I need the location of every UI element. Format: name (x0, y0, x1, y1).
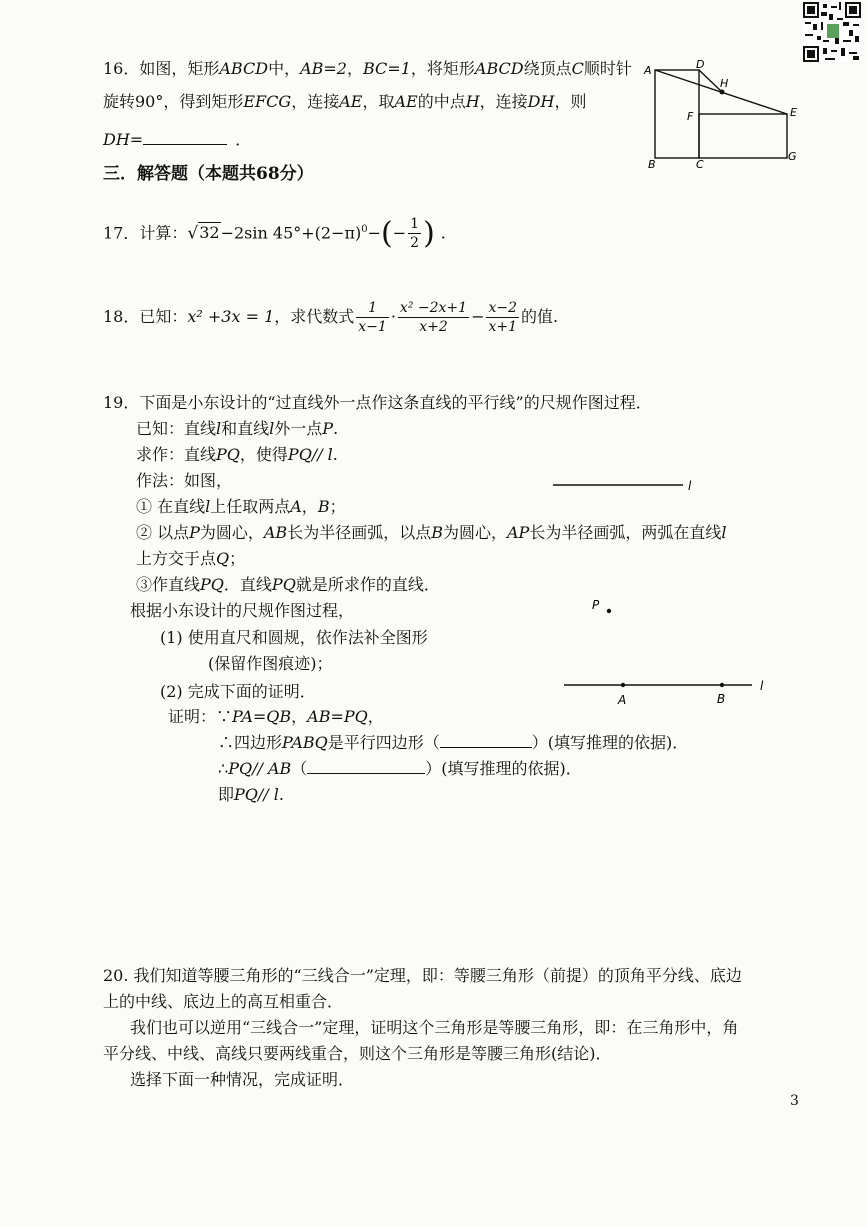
q19-label-B: B (717, 692, 726, 706)
section-3-title: 三．解答题（本题共68分） (103, 164, 314, 184)
q19-sub1-note: (保留作图痕迹)； (208, 654, 333, 673)
q19-label-A: A (618, 693, 627, 707)
q20-line1: 20. 我们知道等腰三角形的“三线合一”定理，即：等腰三角形（前提）的顶角平分线、底边 (103, 966, 742, 985)
q19-line-l-example (548, 474, 698, 496)
q19-step3: ③作直线PQ．直线PQ就是所求作的直线． (136, 575, 440, 594)
q16-line3: DH= ． (103, 130, 252, 149)
qr-code (803, 2, 861, 62)
q19-reason-blank-2[interactable] (307, 757, 425, 774)
q19-line-l-with-points (558, 674, 778, 708)
q19-title: 19．下面是小东设计的“过直线外一点作这条直线的平行线”的尺规作图过程． (103, 393, 652, 412)
q19-proof4: 即PQ// l. (218, 785, 284, 804)
q16-label-D: D (696, 58, 705, 71)
q20-line4: 平分线、中线、高线只要两线重合，则这个三角形是等腰三角形(结论)． (103, 1044, 612, 1063)
q19-proof1: 证明：∵PA=QB，AB=PQ， (168, 707, 384, 726)
q16-line2: 旋转90°，得到矩形EFCG，连接AE，取AE的中点H，连接DH，则 (103, 92, 587, 111)
q16-label-E: E (790, 106, 797, 119)
q16-label-H: H (720, 77, 729, 90)
q19-reason-blank-1[interactable] (440, 731, 532, 748)
q19-according: 根据小东设计的尺规作图过程， (130, 601, 355, 620)
q16-line1: 16．如图，矩形ABCD中，AB=2，BC=1，将矩形ABCD绕顶点C顺时针 (103, 59, 632, 78)
q20-line3: 我们也可以逆用“三线合一”定理，证明这个三角形是等腰三角形，即：在三角形中，角 (130, 1018, 739, 1037)
q19-sub1: (1) 使用直尺和圆规，依作法补全图形 (160, 628, 428, 647)
q19-sub2: (2) 完成下面的证明． (160, 682, 316, 701)
q19-step2-cont: 上方交于点Q； (136, 549, 246, 568)
q16-label-A: A (644, 64, 652, 77)
q16-rectangle-figure (640, 58, 800, 208)
q19-step2: ② 以点P为圆心，AB长为半径画弧，以点B为圆心，AP长为半径画弧，两弧在直线l (136, 523, 727, 542)
q19-known: 已知：直线l和直线l外一点P. (136, 419, 339, 438)
q16-label-B: B (648, 158, 656, 171)
q16-label-F: F (687, 110, 694, 123)
q19-proof2: ∴四边形PABQ是平行四边形（ ）(填写推理的依据)． (218, 733, 689, 752)
q18: 18．已知：x² +3x = 1，求代数式 $\frac{1}{x-1}$ · $\frac{\text{x² −2x+1}}{x+2}$ − $\frac{x-2}{x+1}$ 的值. (103, 300, 559, 335)
page-number: 3 (790, 1093, 799, 1109)
q16-answer-blank[interactable] (143, 128, 227, 145)
q16-label-C: C (696, 158, 704, 171)
q19-method: 作法：如图， (136, 471, 233, 490)
q19-label-P: P (592, 598, 600, 612)
q16-label-G: G (788, 150, 797, 163)
q19-step1: ① 在直线l上任取两点A，B； (136, 497, 346, 516)
q19-label-l-bottom: l (760, 679, 764, 693)
q17: 17．计算：√32−2sin $45^\circ+(2-\pi)^0-(-$ $\frac{1}{2}$ ) ． (103, 215, 457, 252)
q19-seek: 求作：直线PQ，使得PQ// l. (136, 445, 338, 464)
q20-line2: 上的中线、底边上的高互相重合． (103, 992, 344, 1011)
q20-line5: 选择下面一种情况，完成证明． (130, 1070, 355, 1089)
q19-label-l-top: l (688, 479, 692, 493)
q19-proof3: ∴PQ// AB（ ）(填写推理的依据)． (218, 759, 582, 778)
q19-point-p (588, 594, 628, 618)
